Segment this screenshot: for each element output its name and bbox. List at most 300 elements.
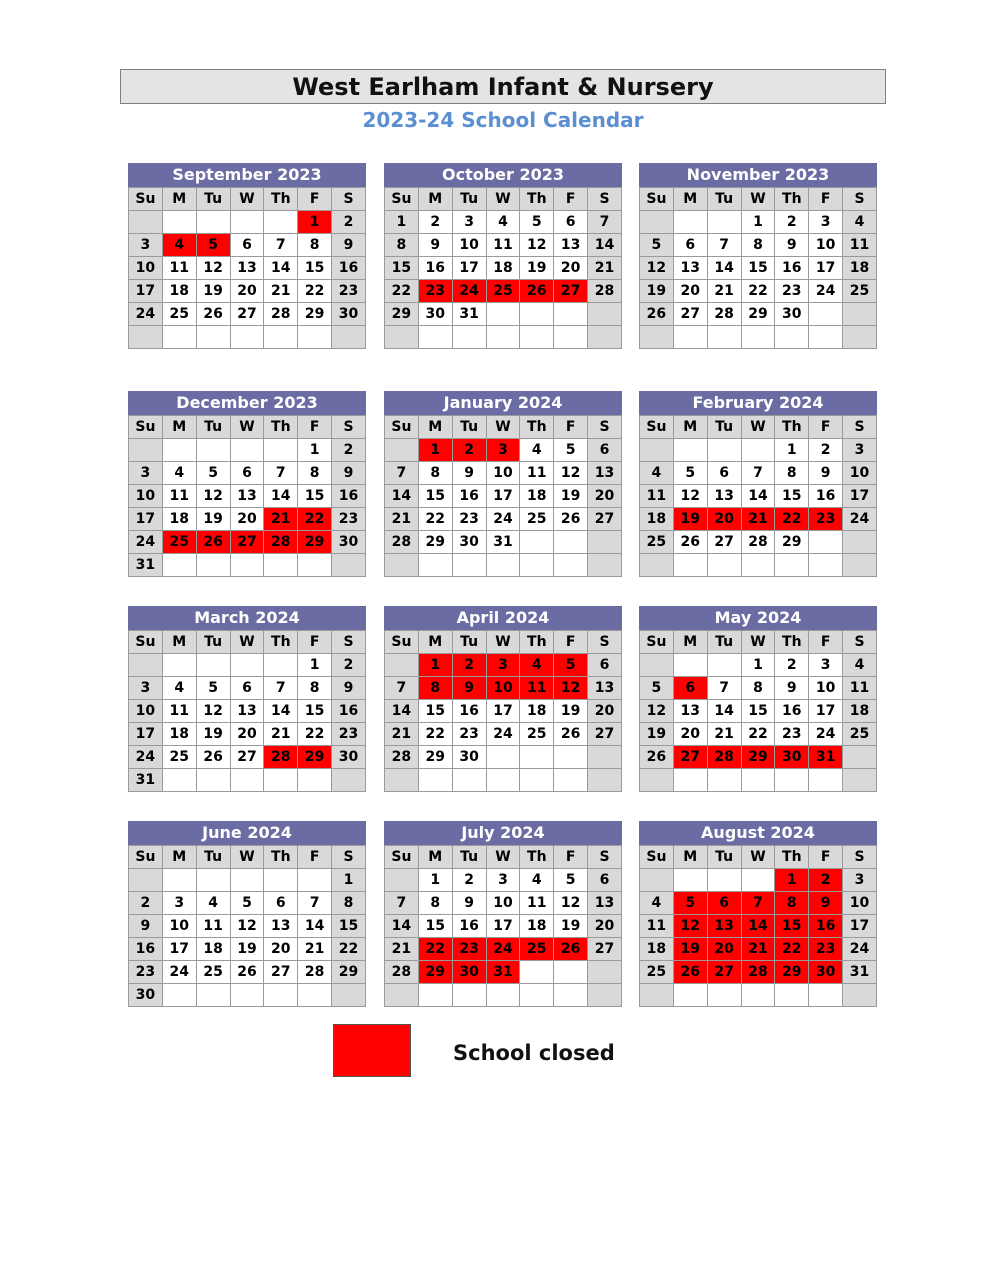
weekday-header: Su (385, 631, 419, 654)
weekday-header-row (129, 188, 366, 211)
day-cell: 18 (520, 485, 554, 508)
weekday-header: M (673, 846, 707, 869)
empty-cell (707, 654, 741, 677)
week-row (129, 769, 366, 792)
day-cell: 17 (809, 700, 843, 723)
day-cell: 27 (588, 508, 622, 531)
empty-cell (843, 303, 877, 326)
empty-cell (843, 769, 877, 792)
day-cell: 12 (554, 462, 588, 485)
week-row (640, 554, 877, 577)
day-cell: 29 (775, 531, 809, 554)
empty-cell (385, 654, 419, 677)
empty-cell (554, 746, 588, 769)
day-cell: 1 (741, 211, 775, 234)
day-cell: 7 (588, 211, 622, 234)
day-cell: 6 (554, 211, 588, 234)
empty-cell (298, 769, 332, 792)
day-cell: 25 (640, 961, 674, 984)
weekday-header: W (230, 631, 264, 654)
week-row (385, 531, 622, 554)
day-cell-school-closed: 25 (162, 531, 196, 554)
day-cell: 19 (640, 280, 674, 303)
day-cell: 22 (418, 723, 452, 746)
day-cell: 13 (230, 485, 264, 508)
weekday-header-row (640, 188, 877, 211)
day-cell: 6 (673, 234, 707, 257)
month-grid (639, 187, 877, 349)
week-row (385, 326, 622, 349)
day-cell: 17 (486, 700, 520, 723)
weekday-header: Su (129, 188, 163, 211)
empty-cell (196, 654, 230, 677)
week-row (385, 485, 622, 508)
day-cell-school-closed: 6 (673, 677, 707, 700)
weekday-header: Tu (196, 846, 230, 869)
day-cell: 18 (640, 508, 674, 531)
month-grid (639, 415, 877, 577)
empty-cell (129, 439, 163, 462)
weekday-header: Tu (452, 188, 486, 211)
day-cell: 19 (520, 257, 554, 280)
day-cell: 4 (486, 211, 520, 234)
day-cell: 16 (452, 485, 486, 508)
month-calendar (128, 391, 366, 577)
empty-cell (588, 303, 622, 326)
day-cell-school-closed: 28 (741, 961, 775, 984)
day-cell: 9 (332, 234, 366, 257)
month-title: November 2023 (639, 163, 877, 187)
weekday-header: M (162, 416, 196, 439)
day-cell: 16 (129, 938, 163, 961)
day-cell: 23 (332, 723, 366, 746)
day-cell-school-closed: 19 (673, 938, 707, 961)
week-row (385, 769, 622, 792)
day-cell-school-closed: 26 (554, 938, 588, 961)
week-row (129, 462, 366, 485)
day-cell: 1 (775, 439, 809, 462)
empty-cell (162, 326, 196, 349)
day-cell: 11 (162, 257, 196, 280)
day-cell-school-closed: 29 (298, 531, 332, 554)
legend-label: School closed (453, 1041, 615, 1065)
day-cell: 17 (843, 485, 877, 508)
empty-cell (741, 769, 775, 792)
day-cell: 22 (418, 508, 452, 531)
month-title: September 2023 (128, 163, 366, 187)
empty-cell (588, 326, 622, 349)
day-cell: 30 (418, 303, 452, 326)
empty-cell (230, 439, 264, 462)
day-cell: 5 (554, 439, 588, 462)
day-cell: 12 (196, 257, 230, 280)
day-cell: 12 (196, 485, 230, 508)
empty-cell (332, 326, 366, 349)
day-cell: 26 (230, 961, 264, 984)
week-row (385, 508, 622, 531)
weekday-header: F (809, 188, 843, 211)
empty-cell (640, 326, 674, 349)
day-cell-school-closed: 27 (707, 961, 741, 984)
day-cell: 20 (588, 485, 622, 508)
day-cell: 7 (707, 677, 741, 700)
day-cell: 5 (640, 677, 674, 700)
day-cell: 23 (452, 723, 486, 746)
day-cell: 21 (298, 938, 332, 961)
empty-cell (452, 554, 486, 577)
day-cell-school-closed: 22 (418, 938, 452, 961)
day-cell: 24 (809, 280, 843, 303)
weekday-header: M (162, 631, 196, 654)
empty-cell (707, 439, 741, 462)
empty-cell (385, 984, 419, 1007)
day-cell: 1 (385, 211, 419, 234)
day-cell: 7 (741, 462, 775, 485)
week-row (385, 303, 622, 326)
day-cell-school-closed: 26 (673, 961, 707, 984)
weekday-header: Su (385, 188, 419, 211)
day-cell: 1 (298, 439, 332, 462)
day-cell: 6 (230, 677, 264, 700)
week-row (640, 234, 877, 257)
day-cell: 5 (196, 677, 230, 700)
day-cell: 24 (486, 723, 520, 746)
week-row (129, 257, 366, 280)
day-cell: 18 (520, 915, 554, 938)
day-cell-school-closed: 1 (418, 654, 452, 677)
day-cell: 30 (332, 746, 366, 769)
weekday-header: F (554, 416, 588, 439)
day-cell: 10 (486, 892, 520, 915)
week-row (129, 677, 366, 700)
empty-cell (196, 439, 230, 462)
day-cell-school-closed: 15 (775, 915, 809, 938)
empty-cell (162, 984, 196, 1007)
empty-cell (264, 869, 298, 892)
weekday-header: S (588, 416, 622, 439)
empty-cell (809, 769, 843, 792)
day-cell: 27 (230, 746, 264, 769)
day-cell: 29 (418, 746, 452, 769)
empty-cell (775, 326, 809, 349)
day-cell: 26 (554, 723, 588, 746)
day-cell: 23 (332, 508, 366, 531)
day-cell: 28 (385, 746, 419, 769)
empty-cell (418, 326, 452, 349)
empty-cell (640, 769, 674, 792)
day-cell: 14 (385, 700, 419, 723)
day-cell: 9 (775, 234, 809, 257)
day-cell: 11 (640, 915, 674, 938)
day-cell-school-closed: 13 (707, 915, 741, 938)
week-row (129, 303, 366, 326)
weekday-header: Th (264, 631, 298, 654)
day-cell-school-closed: 11 (520, 677, 554, 700)
week-row (129, 700, 366, 723)
day-cell: 3 (129, 462, 163, 485)
empty-cell (162, 769, 196, 792)
day-cell: 24 (162, 961, 196, 984)
empty-cell (707, 554, 741, 577)
week-row (385, 723, 622, 746)
day-cell: 4 (196, 892, 230, 915)
day-cell: 13 (673, 257, 707, 280)
weekday-header: W (486, 631, 520, 654)
day-cell: 27 (588, 938, 622, 961)
empty-cell (843, 746, 877, 769)
day-cell-school-closed: 29 (741, 746, 775, 769)
day-cell-school-closed: 31 (809, 746, 843, 769)
weekday-header: F (809, 416, 843, 439)
empty-cell (486, 746, 520, 769)
empty-cell (162, 554, 196, 577)
day-cell: 21 (385, 723, 419, 746)
month-calendar (128, 606, 366, 792)
empty-cell (843, 326, 877, 349)
weekday-header: Su (640, 416, 674, 439)
day-cell: 10 (452, 234, 486, 257)
day-cell-school-closed: 7 (741, 892, 775, 915)
day-cell-school-closed: 20 (707, 938, 741, 961)
empty-cell (520, 984, 554, 1007)
day-cell-school-closed: 1 (775, 869, 809, 892)
day-cell: 16 (332, 485, 366, 508)
day-cell: 14 (264, 700, 298, 723)
day-cell-school-closed: 3 (486, 654, 520, 677)
weekday-header: W (230, 188, 264, 211)
day-cell: 9 (332, 462, 366, 485)
empty-cell (298, 869, 332, 892)
day-cell: 24 (486, 508, 520, 531)
week-row (385, 700, 622, 723)
day-cell: 8 (741, 234, 775, 257)
weekday-header: S (588, 631, 622, 654)
day-cell: 17 (452, 257, 486, 280)
month-grid (128, 630, 366, 792)
weekday-header: F (554, 188, 588, 211)
day-cell: 13 (588, 677, 622, 700)
week-row (640, 303, 877, 326)
week-row (385, 892, 622, 915)
day-cell: 21 (264, 723, 298, 746)
day-cell: 28 (385, 961, 419, 984)
month-title: December 2023 (128, 391, 366, 415)
day-cell: 4 (162, 462, 196, 485)
empty-cell (809, 326, 843, 349)
day-cell: 31 (452, 303, 486, 326)
weekday-header: M (162, 846, 196, 869)
empty-cell (196, 326, 230, 349)
weekday-header: W (741, 188, 775, 211)
week-row (385, 554, 622, 577)
day-cell-school-closed: 21 (264, 508, 298, 531)
weekday-header: F (809, 846, 843, 869)
month-calendar (384, 391, 622, 577)
empty-cell (196, 211, 230, 234)
empty-cell (418, 554, 452, 577)
weekday-header: S (843, 416, 877, 439)
day-cell: 8 (418, 892, 452, 915)
weekday-header: F (298, 416, 332, 439)
day-cell: 6 (588, 869, 622, 892)
week-row (385, 234, 622, 257)
day-cell: 17 (129, 280, 163, 303)
empty-cell (264, 211, 298, 234)
week-row (640, 746, 877, 769)
day-cell-school-closed: 27 (230, 531, 264, 554)
empty-cell (230, 769, 264, 792)
day-cell: 16 (452, 915, 486, 938)
day-cell: 25 (520, 508, 554, 531)
weekday-header: Su (129, 631, 163, 654)
month-grid (128, 845, 366, 1007)
weekday-header: Su (640, 631, 674, 654)
day-cell-school-closed: 29 (418, 961, 452, 984)
month-calendar (128, 163, 366, 349)
day-cell: 23 (452, 508, 486, 531)
day-cell: 7 (707, 234, 741, 257)
empty-cell (332, 769, 366, 792)
month-title: July 2024 (384, 821, 622, 845)
day-cell: 4 (843, 211, 877, 234)
week-row (640, 654, 877, 677)
day-cell-school-closed: 23 (418, 280, 452, 303)
week-row (385, 938, 622, 961)
day-cell: 21 (385, 508, 419, 531)
empty-cell (588, 984, 622, 1007)
day-cell: 1 (418, 869, 452, 892)
day-cell: 11 (162, 700, 196, 723)
weekday-header: F (298, 188, 332, 211)
day-cell: 4 (162, 677, 196, 700)
month-calendar (384, 821, 622, 1007)
week-row (640, 508, 877, 531)
empty-cell (588, 769, 622, 792)
empty-cell (843, 531, 877, 554)
day-cell: 20 (230, 280, 264, 303)
week-row (129, 211, 366, 234)
day-cell: 22 (385, 280, 419, 303)
day-cell: 2 (418, 211, 452, 234)
empty-cell (264, 439, 298, 462)
day-cell-school-closed: 30 (452, 961, 486, 984)
empty-cell (385, 769, 419, 792)
day-cell-school-closed: 24 (452, 280, 486, 303)
day-cell-school-closed: 22 (298, 508, 332, 531)
weekday-header: Su (385, 846, 419, 869)
weekday-header: Tu (707, 631, 741, 654)
empty-cell (264, 554, 298, 577)
day-cell-school-closed: 12 (673, 915, 707, 938)
day-cell: 26 (640, 746, 674, 769)
day-cell-school-closed: 21 (741, 508, 775, 531)
day-cell: 18 (162, 723, 196, 746)
day-cell-school-closed: 29 (775, 961, 809, 984)
month-calendar (128, 821, 366, 1007)
day-cell: 19 (554, 700, 588, 723)
day-cell: 2 (332, 654, 366, 677)
empty-cell (520, 326, 554, 349)
empty-cell (554, 961, 588, 984)
day-cell: 2 (775, 211, 809, 234)
day-cell: 19 (640, 723, 674, 746)
day-cell: 13 (707, 485, 741, 508)
weekday-header: Th (775, 188, 809, 211)
empty-cell (264, 769, 298, 792)
day-cell: 8 (385, 234, 419, 257)
weekday-header: W (741, 631, 775, 654)
day-cell-school-closed: 2 (452, 654, 486, 677)
day-cell: 14 (298, 915, 332, 938)
day-cell: 30 (452, 531, 486, 554)
day-cell: 16 (809, 485, 843, 508)
day-cell: 30 (129, 984, 163, 1007)
weekday-header: Su (129, 846, 163, 869)
month-calendar (639, 821, 877, 1007)
day-cell: 3 (809, 211, 843, 234)
day-cell: 24 (809, 723, 843, 746)
day-cell: 24 (129, 531, 163, 554)
weekday-header: M (162, 188, 196, 211)
day-cell: 14 (588, 234, 622, 257)
empty-cell (332, 984, 366, 1007)
week-row (385, 961, 622, 984)
day-cell: 5 (554, 869, 588, 892)
day-cell: 10 (486, 462, 520, 485)
empty-cell (809, 554, 843, 577)
day-cell: 3 (843, 869, 877, 892)
weekday-header: Th (264, 416, 298, 439)
day-cell: 20 (588, 700, 622, 723)
month-title: March 2024 (128, 606, 366, 630)
empty-cell (588, 961, 622, 984)
day-cell: 19 (196, 508, 230, 531)
week-row (129, 234, 366, 257)
day-cell: 24 (129, 303, 163, 326)
calendar-title: West Earlham Infant & Nursery (120, 69, 886, 104)
empty-cell (264, 326, 298, 349)
day-cell: 14 (264, 257, 298, 280)
day-cell: 31 (129, 769, 163, 792)
day-cell-school-closed: 26 (520, 280, 554, 303)
day-cell: 17 (162, 938, 196, 961)
day-cell: 3 (129, 677, 163, 700)
day-cell: 10 (162, 915, 196, 938)
empty-cell (707, 984, 741, 1007)
day-cell: 19 (230, 938, 264, 961)
day-cell: 7 (264, 677, 298, 700)
day-cell: 6 (588, 439, 622, 462)
empty-cell (554, 531, 588, 554)
empty-cell (673, 554, 707, 577)
day-cell: 13 (230, 257, 264, 280)
day-cell-school-closed: 22 (775, 508, 809, 531)
day-cell: 17 (486, 915, 520, 938)
month-grid (384, 845, 622, 1007)
day-cell: 5 (196, 462, 230, 485)
day-cell: 29 (298, 303, 332, 326)
day-cell-school-closed: 25 (486, 280, 520, 303)
week-row (129, 938, 366, 961)
empty-cell (332, 554, 366, 577)
day-cell: 10 (809, 234, 843, 257)
weekday-header: Th (520, 846, 554, 869)
empty-cell (129, 326, 163, 349)
day-cell: 2 (809, 439, 843, 462)
week-row (640, 326, 877, 349)
day-cell: 2 (332, 211, 366, 234)
day-cell: 10 (129, 485, 163, 508)
